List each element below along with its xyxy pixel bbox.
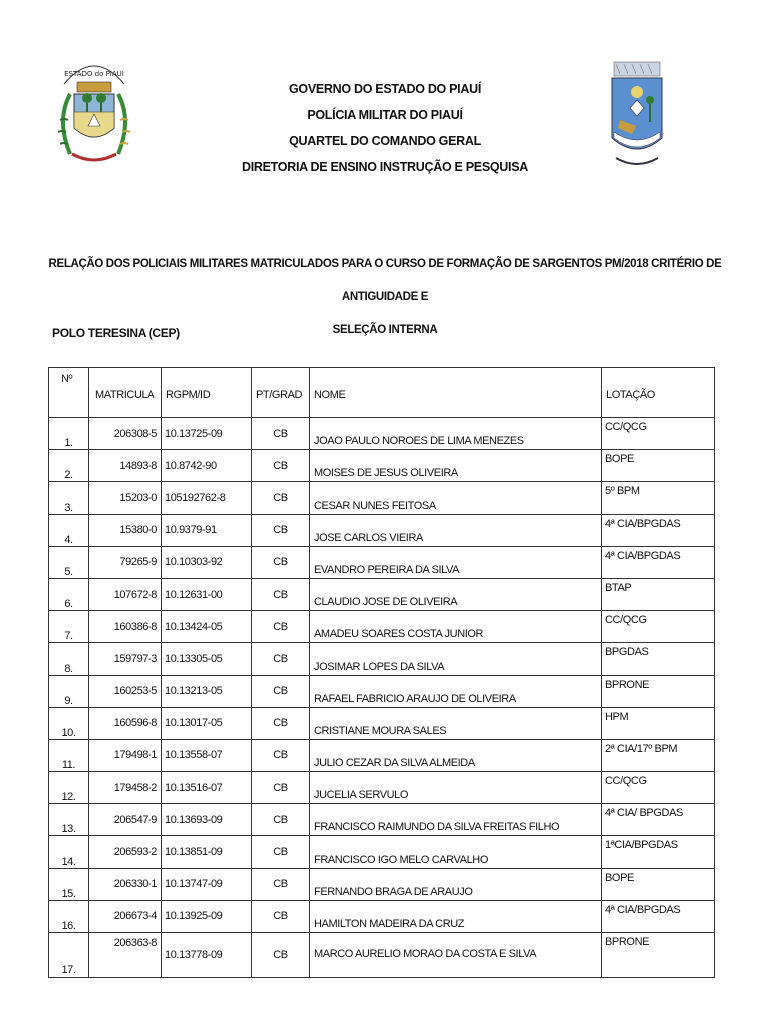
cell-rgpm: 105192762-8	[162, 482, 252, 514]
cell-grad: CB	[252, 514, 310, 546]
cell-nome: CLAUDIO JOSE DE OLIVEIRA	[310, 578, 602, 610]
table-row	[49, 643, 715, 675]
row-number: 11.	[49, 739, 89, 771]
cell-lotacao: 1ªCIA/BPGDAS	[602, 836, 715, 868]
cell-grad: CB	[252, 933, 310, 978]
table-row	[49, 804, 715, 836]
row-number: 10.	[49, 707, 89, 739]
table-row	[49, 836, 715, 868]
cell-matricula: 206593-2	[89, 836, 162, 868]
cell-rgpm: 10.13925-09	[162, 900, 252, 932]
row-number: 4.	[49, 514, 89, 546]
cell-nome: JOAO PAULO NOROES DE LIMA MENEZES	[310, 418, 602, 450]
cell-nome: CRISTIANE MOURA SALES	[310, 707, 602, 739]
header-line-government: GOVERNO DO ESTADO DO PIAUÍ	[289, 82, 481, 96]
cell-lotacao: BOPE	[602, 868, 715, 900]
cell-lotacao: CC/QCG	[602, 772, 715, 804]
cell-rgpm: 10.13725-09	[162, 418, 252, 450]
table-row	[49, 578, 715, 610]
cell-rgpm: 10.10303-92	[162, 546, 252, 578]
row-number: 15.	[49, 868, 89, 900]
cell-nome: EVANDRO PEREIRA DA SILVA	[310, 546, 602, 578]
cell-grad: CB	[252, 675, 310, 707]
row-number: 14.	[49, 836, 89, 868]
cell-lotacao: BTAP	[602, 578, 715, 610]
institution-header	[0, 76, 770, 180]
cell-lotacao: BPRONE	[602, 933, 715, 978]
table-row	[49, 418, 715, 450]
row-number: 17.	[49, 933, 89, 978]
title-line-1: RELAÇÃO DOS POLICIAIS MILITARES MATRICULADOS PARA O CURSO DE FORMAÇÃO DE SARGENTOS PM/2018 CRITÉRIO DE ANTIGUIDADE E	[48, 258, 722, 303]
cell-nome: JUCELIA SERVULO	[310, 772, 602, 804]
cell-rgpm: 10.13213-05	[162, 675, 252, 707]
row-number: 1.	[49, 418, 89, 450]
title-line-2: SELEÇÃO INTERNA	[332, 324, 438, 336]
col-header-nome: NOME	[310, 368, 602, 418]
cell-nome: JOSE CARLOS VIEIRA	[310, 514, 602, 546]
cell-matricula: 15380-0	[89, 514, 162, 546]
cell-grad: CB	[252, 868, 310, 900]
cell-grad: CB	[252, 707, 310, 739]
cell-matricula: 179458-2	[89, 772, 162, 804]
cell-grad: CB	[252, 739, 310, 771]
cell-nome: FRANCISCO IGO MELO CARVALHO	[310, 836, 602, 868]
header-line-directorate: DIRETORIA DE ENSINO INSTRUÇÃO E PESQUISA	[242, 160, 528, 174]
cell-grad: CB	[252, 546, 310, 578]
cell-nome: FRANCISCO RAIMUNDO DA SILVA FREITAS FILHO	[310, 804, 602, 836]
col-header-lotacao: LOTAÇÃO	[602, 368, 715, 418]
row-number: 2.	[49, 450, 89, 482]
cell-lotacao: 4ª CIA/ BPGDAS	[602, 804, 715, 836]
cell-matricula: 206308-5	[89, 418, 162, 450]
cell-matricula: 206673-4	[89, 900, 162, 932]
table-row	[49, 546, 715, 578]
cell-nome: MOISES DE JESUS OLIVEIRA	[310, 450, 602, 482]
cell-lotacao: 5º BPM	[602, 482, 715, 514]
cell-matricula: 159797-3	[89, 643, 162, 675]
col-header-number: Nº	[49, 368, 89, 418]
cell-grad: CB	[252, 578, 310, 610]
cell-grad: CB	[252, 772, 310, 804]
cell-rgpm: 10.13693-09	[162, 804, 252, 836]
cell-lotacao: 4ª CIA/BPGDAS	[602, 546, 715, 578]
cell-grad: CB	[252, 482, 310, 514]
row-number: 5.	[49, 546, 89, 578]
cell-rgpm: 10.13747-09	[162, 868, 252, 900]
table-header-row	[49, 368, 715, 418]
col-header-grad: PT/GRAD	[252, 368, 310, 418]
cell-nome: JULIO CEZAR DA SILVA ALMEIDA	[310, 739, 602, 771]
cell-lotacao: CC/QCG	[602, 611, 715, 643]
cell-nome: MARCO AURELIO MORAO DA COSTA E SILVA	[310, 933, 602, 978]
cell-lotacao: BPGDAS	[602, 643, 715, 675]
cell-nome: HAMILTON MADEIRA DA CRUZ	[310, 900, 602, 932]
row-number: 6.	[49, 578, 89, 610]
cell-matricula: 179498-1	[89, 739, 162, 771]
cell-rgpm: 10.13305-05	[162, 643, 252, 675]
cell-nome: CESAR NUNES FEITOSA	[310, 482, 602, 514]
cell-lotacao: HPM	[602, 707, 715, 739]
table-row	[49, 707, 715, 739]
table-row	[49, 739, 715, 771]
polo-heading: POLO TERESINA (CEP)	[52, 326, 180, 340]
header-line-police: POLÍCIA MILITAR DO PIAUÍ	[307, 108, 463, 122]
col-header-rgpm: RGPM/ID	[162, 368, 252, 418]
cell-lotacao: 2ª CIA/17º BPM	[602, 739, 715, 771]
cell-nome: JOSIMAR LOPES DA SILVA	[310, 643, 602, 675]
cell-rgpm: 10.8742-90	[162, 450, 252, 482]
cell-rgpm: 10.9379-91	[162, 514, 252, 546]
cell-lotacao: BOPE	[602, 450, 715, 482]
table-row	[49, 675, 715, 707]
cell-grad: CB	[252, 804, 310, 836]
cell-matricula: 206363-8	[89, 933, 162, 978]
cell-matricula: 206330-1	[89, 868, 162, 900]
cell-lotacao: 4ª CIA/BPGDAS	[602, 900, 715, 932]
row-number: 13.	[49, 804, 89, 836]
cell-nome: AMADEU SOARES COSTA JUNIOR	[310, 611, 602, 643]
table-row	[49, 933, 715, 978]
header-line-quartel: QUARTEL DO COMANDO GERAL	[289, 134, 481, 148]
row-number: 16.	[49, 900, 89, 932]
cell-grad: CB	[252, 611, 310, 643]
table-row	[49, 900, 715, 932]
table-row	[49, 868, 715, 900]
row-number: 3.	[49, 482, 89, 514]
cell-matricula: 160253-5	[89, 675, 162, 707]
table-row	[49, 514, 715, 546]
cell-matricula: 107672-8	[89, 578, 162, 610]
cell-rgpm: 10.13558-07	[162, 739, 252, 771]
cell-matricula: 79265-9	[89, 546, 162, 578]
logo-arc-text: ESTADO do PIAUÍ	[64, 70, 124, 78]
cell-rgpm: 10.13778-09	[162, 933, 252, 978]
cell-matricula: 160386-8	[89, 611, 162, 643]
table-row	[49, 450, 715, 482]
row-number: 12.	[49, 772, 89, 804]
col-header-matricula: MATRICULA	[89, 368, 162, 418]
cell-lotacao: CC/QCG	[602, 418, 715, 450]
cell-grad: CB	[252, 450, 310, 482]
enrollment-table	[48, 367, 715, 978]
row-number: 9.	[49, 675, 89, 707]
cell-nome: RAFAEL FABRICIO ARAUJO DE OLIVEIRA	[310, 675, 602, 707]
row-number: 8.	[49, 643, 89, 675]
table-row	[49, 482, 715, 514]
cell-rgpm: 10.13017-05	[162, 707, 252, 739]
cell-matricula: 14893-8	[89, 450, 162, 482]
cell-lotacao: 4ª CIA/BPGDAS	[602, 514, 715, 546]
cell-matricula: 15203-0	[89, 482, 162, 514]
cell-nome: FERNANDO BRAGA DE ARAUJO	[310, 868, 602, 900]
table-row	[49, 772, 715, 804]
cell-rgpm: 10.12631-00	[162, 578, 252, 610]
cell-rgpm: 10.13851-09	[162, 836, 252, 868]
cell-matricula: 206547-9	[89, 804, 162, 836]
cell-rgpm: 10.13516-07	[162, 772, 252, 804]
table-row	[49, 611, 715, 643]
row-number: 7.	[49, 611, 89, 643]
cell-grad: CB	[252, 900, 310, 932]
cell-matricula: 160596-8	[89, 707, 162, 739]
cell-grad: CB	[252, 418, 310, 450]
cell-rgpm: 10.13424-05	[162, 611, 252, 643]
cell-grad: CB	[252, 836, 310, 868]
cell-lotacao: BPRONE	[602, 675, 715, 707]
cell-grad: CB	[252, 643, 310, 675]
